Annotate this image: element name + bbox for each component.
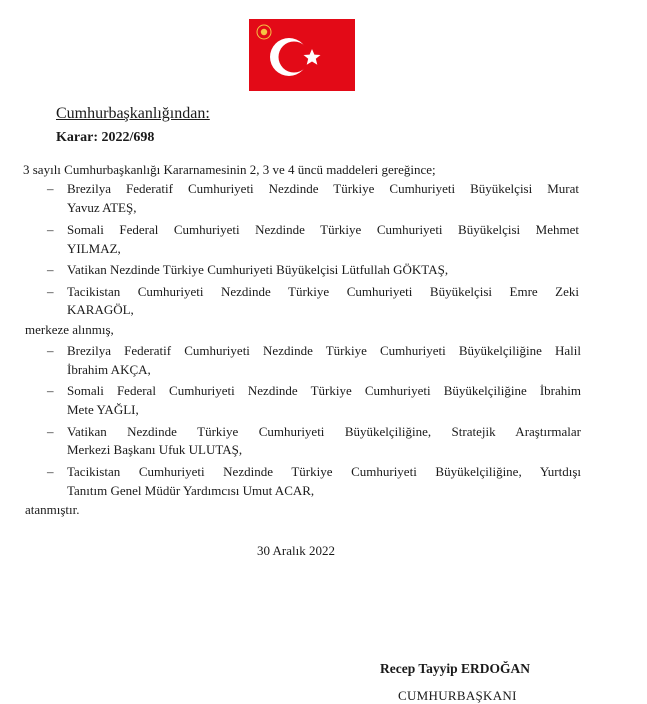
recalled-item-1-line1: Brezilya Federatif Cumhuriyeti Nezdinde Türkiye Cumhuriyeti Büyükelçisi Murat xyxy=(67,181,579,196)
presidential-flag-icon xyxy=(249,19,355,91)
appointed-item-3-line2: Merkezi Başkanı Ufuk ULUTAŞ, xyxy=(67,442,243,457)
recalled-item-3-line1: Vatikan Nezdinde Türkiye Cumhuriyeti Büyükelçisi Lütfullah GÖKTAŞ, xyxy=(67,262,449,277)
recalled-item-2-line2: YILMAZ, xyxy=(67,241,121,256)
dash-bullet: – xyxy=(47,343,54,358)
appointed-item-4-line2: Tanıtım Genel Müdür Yardımcısı Umut ACAR, xyxy=(67,483,315,498)
date: 30 Aralık 2022 xyxy=(257,543,335,558)
intro-paragraph: 3 sayılı Cumhurbaşkanlığı Kararnamesinin 2, 3 ve 4 üncü maddeleri gereğince; xyxy=(23,162,436,177)
appointed-item-3-line1: Vatikan Nezdinde Türkiye Cumhuriyeti Büyükelçiliğine, Stratejik Araştırmalar xyxy=(67,424,581,439)
signature-title: CUMHURBAŞKANI xyxy=(398,688,517,703)
dash-bullet: – xyxy=(47,262,54,277)
recalled-item-1-line2: Yavuz ATEŞ, xyxy=(67,200,137,215)
appointed-item-1-line2: İbrahim AKÇA, xyxy=(67,362,151,377)
appointed-closing: atanmıştır. xyxy=(25,502,80,517)
signature-name: Recep Tayyip ERDOĞAN xyxy=(380,661,531,676)
appointed-item-2-line2: Mete YAĞLI, xyxy=(67,402,139,417)
recalled-item-2-line1: Somali Federal Cumhuriyeti Nezdinde Türkiye Cumhuriyeti Büyükelçisi Mehmet xyxy=(67,222,579,237)
heading: Cumhurbaşkanlığından: xyxy=(56,105,210,122)
dash-bullet: – xyxy=(47,284,54,299)
appointed-item-2-line1: Somali Federal Cumhuriyeti Nezdinde Türkiye Cumhuriyeti Büyükelçiliğine İbrahim xyxy=(67,383,581,398)
recalled-item-4-line1: Tacikistan Cumhuriyeti Nezdinde Türkiye Cumhuriyeti Büyükelçisi Emre Zeki xyxy=(67,284,579,299)
appointed-item-1-line1: Brezilya Federatif Cumhuriyeti Nezdinde Türkiye Cumhuriyeti Büyükelçiliğine Halil xyxy=(67,343,581,358)
dash-bullet: – xyxy=(47,383,54,398)
recalled-closing: merkeze alınmış, xyxy=(25,322,114,337)
appointed-item-4-line1: Tacikistan Cumhuriyeti Nezdinde Türkiye Cumhuriyeti Büyükelçiliğine, Yurtdışı xyxy=(67,464,581,479)
dash-bullet: – xyxy=(47,424,54,439)
recalled-item-4-line2: KARAGÖL, xyxy=(67,302,134,317)
decree-number: Karar: 2022/698 xyxy=(56,130,155,145)
dash-bullet: – xyxy=(47,464,54,479)
dash-bullet: – xyxy=(47,222,54,237)
dash-bullet: – xyxy=(47,181,54,196)
